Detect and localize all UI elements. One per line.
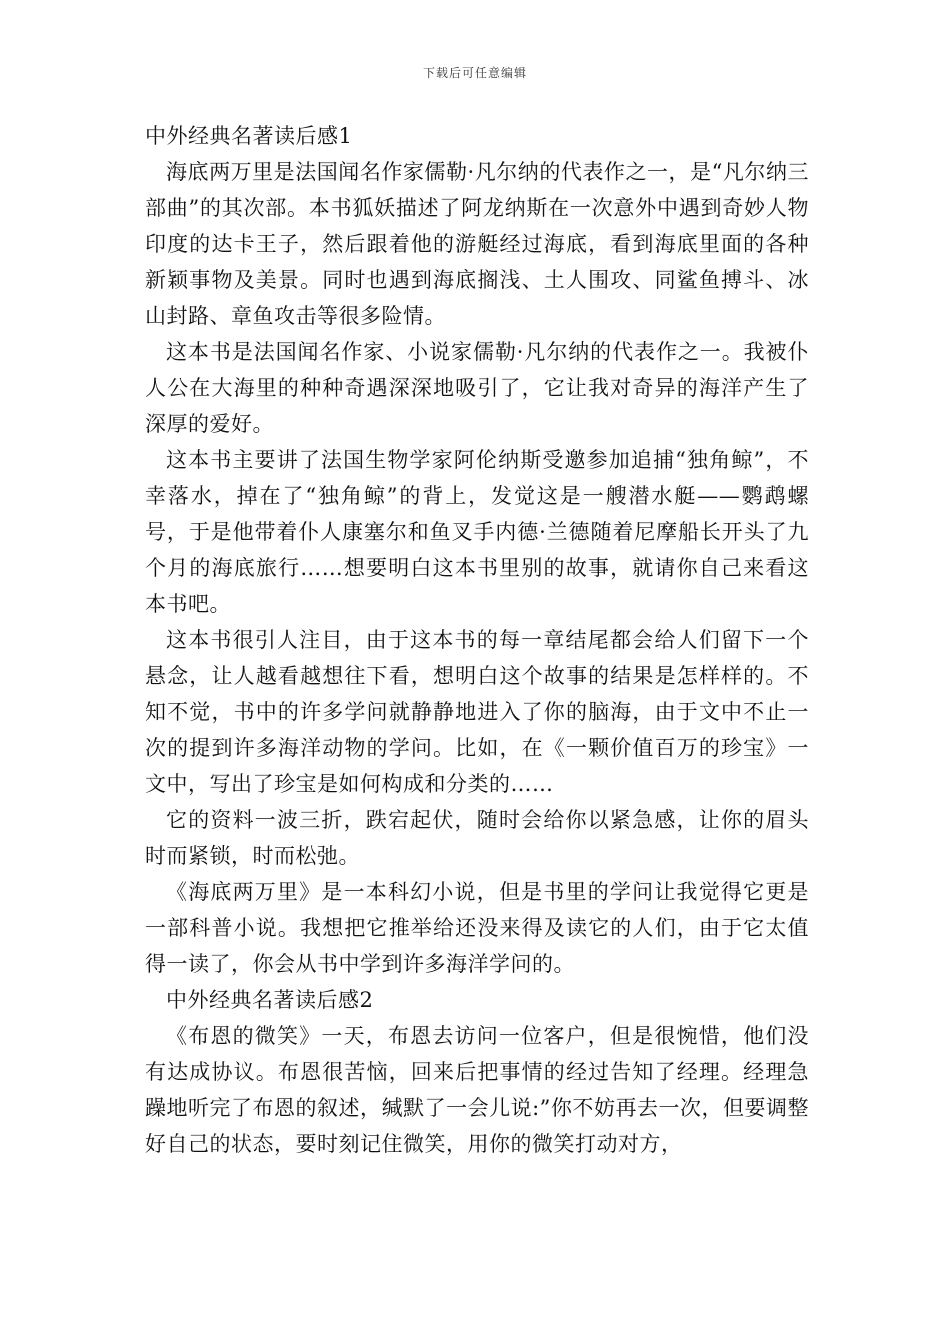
paragraph: 这本书主要讲了法国生物学家阿伦纳斯受邀参加追捕“独角鲸”，不幸落水，掉在了“独角鲸”的背上，发觉这是一艘潜水艇——鹦鹉螺号，于是他带着仆人康塞尔和鱼叉手内德·兰德随着尼摩船长开头了九个月的海底旅行……想要明白这本书里别的故事，就请你自己来看这本书吧。 — [145, 448, 809, 616]
section-title: 中外经典名著读后感2 — [166, 988, 374, 1012]
paragraph: 它的资料一波三折，跌宕起伏，随时会给你以紧急感，让你的眉头时而紧锁，时而松弛。 — [145, 808, 809, 868]
paragraph: 这本书很引人注目，由于这本书的每一章结尾都会给人们留下一个悬念，让人越看越想往下看，想明白这个故事的结果是怎样样的。不知不觉，书中的许多学问就静静地进入了你的脑海，由于文中不止一次的提到许多海洋动物的学问。比如，在《一颗价值百万的珍宝》一文中，写出了珍宝是如何构成和分类的…… — [145, 628, 809, 796]
paragraph: 《布恩的微笑》一天，布恩去访问一位客户，但是很惋惜，他们没有达成协议。布恩很苦恼，回来后把事情的经过告知了经理。经理急躁地听完了布恩的叙述，缄默了一会儿说:”你不妨再去一次，但要调整好自己的状态，要时刻记住微笑，用你的微笑打动对方， — [145, 1024, 809, 1156]
section-title: 中外经典名著读后感1 — [145, 124, 353, 148]
paragraph: 这本书是法国闻名作家、小说家儒勒·凡尔纳的代表作之一。我被仆人公在大海里的种种奇遇深深地吸引了，它让我对奇异的海洋产生了深厚的爱好。 — [145, 340, 809, 436]
paragraph: 《海底两万里》是一本科幻小说，但是书里的学问让我觉得它更是一部科普小说。我想把它推举给还没来得及读它的人们，由于它太值得一读了，你会从书中学到许多海洋学问的。 — [145, 880, 809, 976]
header-note: 下载后可任意编辑 — [422, 66, 527, 80]
document-body — [145, 118, 809, 1162]
paragraph: 海底两万里是法国闻名作家儒勒·凡尔纳的代表作之一，是“凡尔纳三部曲”的其次部。本书狐妖描述了阿龙纳斯在一次意外中遇到奇妙人物印度的达卡王子，然后跟着他的游艇经过海底，看到海底里面的各种新颖事物及美景。同时也遇到海底搁浅、土人围攻、同鲨鱼搏斗、冰山封路、章鱼攻击等很多险情。 — [145, 160, 809, 328]
